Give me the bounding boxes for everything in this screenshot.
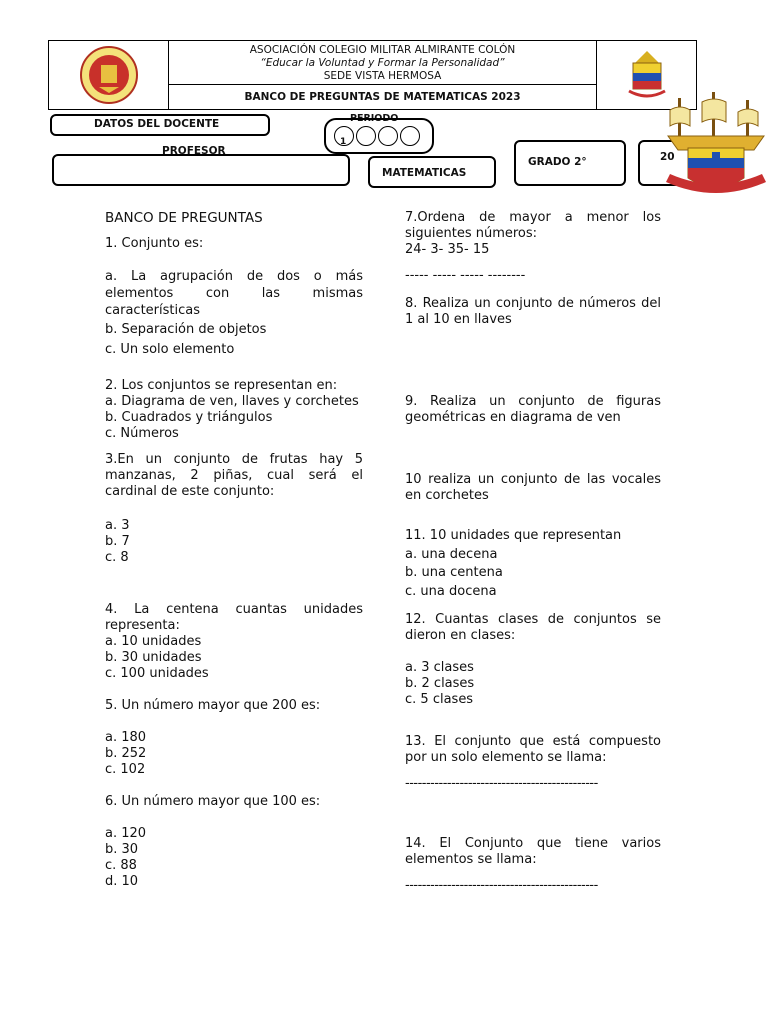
teacher-data-label: DATOS DEL DOCENTE — [94, 118, 220, 130]
q6-option-c: c. 88 — [105, 858, 137, 873]
q13-text: 13. El conjunto que está compuesto por un solo elemento se llama: — [405, 734, 661, 765]
q5-option-b: b. 252 — [105, 746, 147, 761]
q6-text: 6. Un número mayor que 100 es: — [105, 794, 321, 809]
q1-option-b: b. Separación de objetos — [105, 322, 267, 337]
institution-name: ASOCIACIÓN COLEGIO MILITAR ALMIRANTE COLÓN — [249, 44, 516, 56]
bank-title: BANCO DE PREGUNTAS DE MATEMATICAS 2023 — [244, 91, 521, 103]
q3-text: 3.En un conjunto de frutas hay 5 manzanas, 2 piñas, cual será el cardinal de este conjunto: — [105, 452, 363, 499]
q12-text: 12. Cuantas clases de conjuntos se dieron en clases: — [405, 612, 661, 643]
right-column — [405, 210, 661, 894]
grade-label: GRADO 2° — [528, 156, 587, 168]
q3-option-b: b. 7 — [105, 534, 130, 549]
periodo-number: 1 — [340, 137, 347, 147]
q6-option-d: d. 10 — [105, 874, 139, 889]
periodo-label: PERIODO — [350, 113, 399, 124]
q12-option-b: b. 2 clases — [405, 676, 475, 691]
q2-option-a: a. Diagrama de ven, llaves y corchetes — [105, 394, 359, 409]
q4-option-a: a. 10 unidades — [105, 634, 202, 649]
q11-option-a: a. una decena — [405, 547, 498, 562]
profesor-field[interactable] — [52, 154, 350, 186]
q7-answer-blank[interactable]: ----- ----- ----- -------- — [405, 268, 526, 283]
q4-option-b: b. 30 unidades — [105, 650, 202, 665]
q13-answer-blank[interactable]: ---------------------------------------------- — [405, 776, 598, 791]
q7-numbers: 24- 3- 35- 15 — [405, 242, 490, 257]
periodo-circle-4[interactable] — [400, 126, 420, 146]
left-column — [105, 210, 363, 890]
q14-text: 14. El Conjunto que tiene varios elementos se llama: — [405, 836, 661, 867]
q2-option-b: b. Cuadrados y triángulos — [105, 410, 273, 425]
school-motto: “Educar la Voluntad y Formar la Personalidad” — [260, 57, 505, 69]
periodo-circle-3[interactable] — [378, 126, 398, 146]
q5-option-c: c. 102 — [105, 762, 146, 777]
q1-option-a: a. La agrupación de dos o más elementos con las mismas características — [105, 269, 363, 318]
q3-option-c: c. 8 — [105, 550, 129, 565]
q1-text: 1. Conjunto es: — [105, 236, 204, 251]
profesor-label: PROFESOR — [162, 145, 226, 157]
q4-text: 4. La centena cuantas unidades representa: — [105, 602, 363, 633]
q6-option-b: b. 30 — [105, 842, 139, 857]
q5-option-a: a. 180 — [105, 730, 147, 745]
q11-option-b: b. una centena — [405, 565, 503, 580]
year-label: 20 — [660, 151, 675, 163]
left-logo-cell — [49, 41, 169, 109]
subject-label: MATEMATICAS — [382, 167, 467, 179]
section-title: BANCO DE PREGUNTAS — [105, 210, 263, 226]
header-table — [48, 40, 697, 110]
q1-option-c: c. Un solo elemento — [105, 342, 235, 357]
q2-option-c: c. Números — [105, 426, 179, 441]
periodo-circle-2[interactable] — [356, 126, 376, 146]
q11-option-c: c. una docena — [405, 584, 497, 599]
q5-text: 5. Un número mayor que 200 es: — [105, 698, 321, 713]
school-crest-icon — [664, 92, 768, 204]
q12-option-a: a. 3 clases — [405, 660, 474, 675]
q4-option-c: c. 100 unidades — [105, 666, 209, 681]
q3-option-a: a. 3 — [105, 518, 130, 533]
q12-option-c: c. 5 clases — [405, 692, 474, 707]
q6-option-a: a. 120 — [105, 826, 147, 841]
header-title-block — [169, 41, 596, 85]
q14-answer-blank[interactable]: ---------------------------------------------- — [405, 878, 598, 893]
q8-text: 8. Realiza un conjunto de números del 1 al 10 en llaves — [405, 296, 661, 327]
campus-name: SEDE VISTA HERMOSA — [323, 70, 442, 82]
q11-text: 11. 10 unidades que representan — [405, 528, 622, 543]
q10-text: 10 realiza un conjunto de las vocales en corchetes — [405, 472, 661, 503]
q7-text: 7.Ordena de mayor a menor los siguientes números: — [405, 210, 661, 241]
q9-text: 9. Realiza un conjunto de figuras geométricas en diagrama de ven — [405, 394, 661, 425]
school-seal-icon — [49, 41, 168, 109]
q2-text: 2. Los conjuntos se representan en: — [105, 378, 338, 393]
